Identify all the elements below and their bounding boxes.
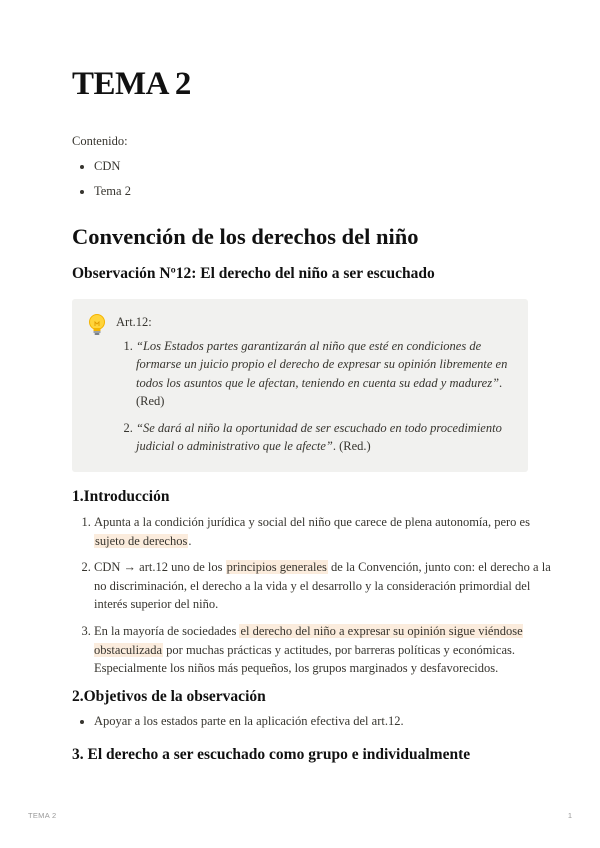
list-item: • Apoyar a los estados parte en la aplicación efectiva del art.12. <box>94 712 404 730</box>
page-number: 1 <box>567 811 572 820</box>
intro-list <box>72 513 554 686</box>
article-label: Art.12: <box>116 315 152 329</box>
highlight: sujeto de derechos <box>95 533 188 548</box>
list-item: 2. CDN → art.12 uno de los principios generales de la Convención, junto con: el derecho a la no discriminación, el derecho a la vida y el desarrollo y la consideración primordial del interés superior del niño. <box>94 558 554 614</box>
list-item: 1. Apunta a la condición jurídica y social del niño que carece de plena autonomía, pero es sujeto de derechos. <box>94 513 554 550</box>
highlight: el derecho del niño a expresar su opinión sigue viéndose obstaculizada <box>94 623 523 657</box>
highlight: principios generales <box>226 560 327 575</box>
section-title: Convención de los derechos del niño <box>72 224 419 249</box>
table-of-contents <box>72 154 131 204</box>
intro-heading: 1.Introducción <box>72 488 170 505</box>
quote-list <box>117 337 526 465</box>
objectives-heading: 2.Objetivos de la observación <box>72 688 266 705</box>
toc-item[interactable]: • CDN <box>94 154 131 179</box>
section3-heading: 3. El derecho a ser escuchado como grupo e individualmente <box>72 746 471 763</box>
lightbulb-icon <box>86 313 108 337</box>
list-item: 3. En la mayoría de sociedades el derecho del niño a expresar su opinión sigue viéndose obstaculizada por muchas prácticas y actitudes, por barreras políticas y económicas. Especialmente los niños más pequeños, los grupos marginados y desfavorecidos. <box>94 622 554 678</box>
objectives-list <box>72 712 404 730</box>
callout-box <box>72 299 528 472</box>
list-item: 2. “Se dará al niño la oportunidad de ser escuchado en todo procedimiento judicial o administrativo que le afecte”. (Red.) <box>136 419 526 456</box>
page-title: TEMA 2 <box>72 66 191 102</box>
list-item: 1. “Los Estados partes garantizarán al niño que esté en condiciones de formarse un juicio propio el derecho de expresar su opinión libremente en todos los asuntos que le afectan, teniendo en cuenta su edad y madurez”. (Red) <box>136 337 526 410</box>
footer-title: TEMA 2 <box>28 811 57 820</box>
toc-item[interactable]: • Tema 2 <box>94 179 131 204</box>
observation-title: Observación Nº12: El derecho del niño a ser escuchado <box>72 265 435 282</box>
contents-label: Contenido: <box>72 134 128 148</box>
